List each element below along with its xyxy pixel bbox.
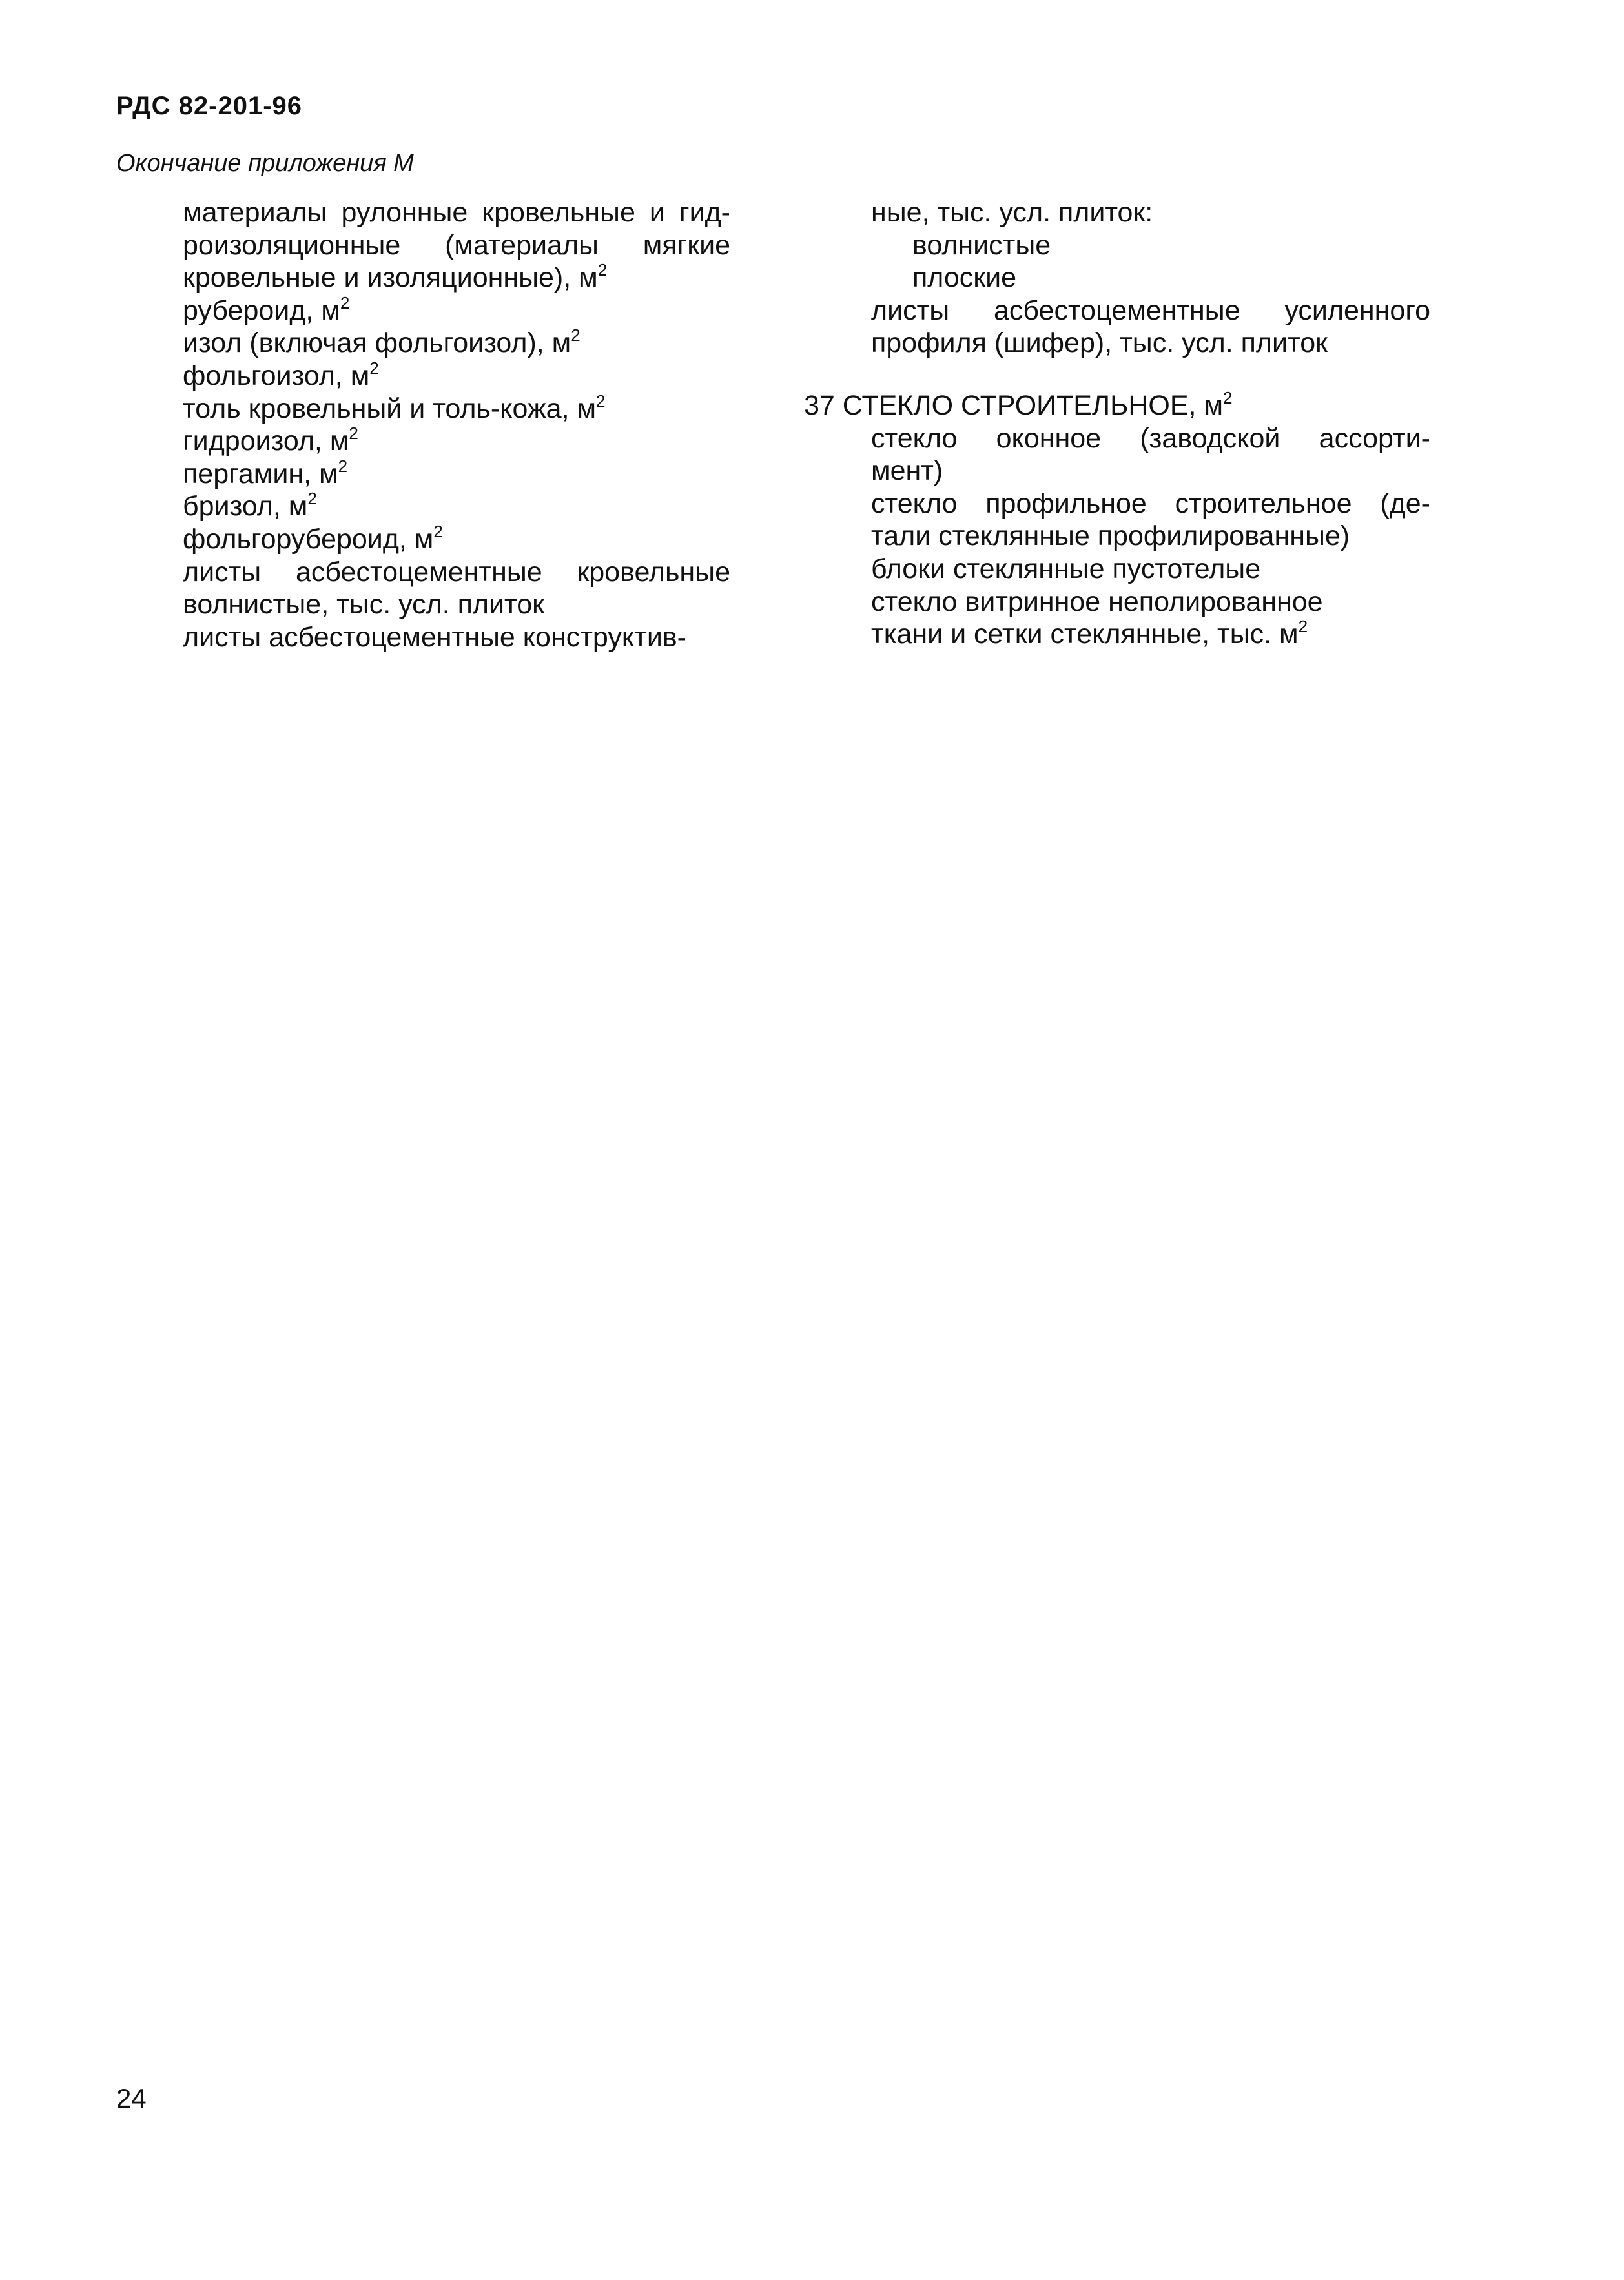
text-line: изол (включая фольгоизол), $м^2$ xyxy=(183,325,581,359)
text-line: волнистые, тыс. усл. плиток xyxy=(183,589,544,621)
text-line: тали стеклянные профилированные) xyxy=(871,520,1350,552)
text-line: листы асбестоцементные кровельные xyxy=(183,556,730,588)
text-line: листы асбестоцементные конструктив- xyxy=(183,621,687,653)
text-line: толь кровельный и толь-кожа, $м^2$ xyxy=(183,391,606,424)
right-column xyxy=(804,196,1430,651)
section-heading: 37 СТЕКЛО СТРОИТЕЛЬНОЕ, $м^2$ xyxy=(804,387,1233,421)
text-line: мент) xyxy=(871,455,943,487)
text-line: листы асбестоцементные усиленного xyxy=(871,294,1430,326)
text-line: плоские xyxy=(912,262,1017,294)
appendix-caption: Окончание приложения М xyxy=(116,150,414,177)
text-line: материалы рулонные кровельные и гид- xyxy=(183,197,730,228)
text-line: фольгорубероид, $м^2$ xyxy=(183,521,443,555)
text-line: рубероид, $м^2$ xyxy=(183,293,350,326)
text-line: пергамин, $м^2$ xyxy=(183,456,348,489)
document-code: РДС 82-201-96 xyxy=(116,92,303,120)
left-column xyxy=(183,196,730,653)
text-line: стекло оконное (заводской ассорти- xyxy=(871,422,1430,454)
section-gap xyxy=(804,360,1430,389)
text-line: бризол, $м^2$ xyxy=(183,489,317,522)
text-line: фольгоизол, $м^2$ xyxy=(183,358,379,391)
text-line: профиля (шифер), тыс. усл. плиток xyxy=(871,327,1328,359)
text-line: ткани и сетки стеклянные, тыс. $м^2$ xyxy=(871,617,1308,650)
text-line: стекло профильное строительное (де- xyxy=(871,488,1430,519)
text-line: кровельные и изоляционные), $м^2$ xyxy=(183,260,608,294)
text-line: волнистые xyxy=(912,229,1051,261)
text-line: роизоляционные (материалы мягкие xyxy=(183,229,730,261)
text-line: ные, тыс. усл. плиток: xyxy=(871,197,1153,228)
text-line: стекло витринное неполированное xyxy=(871,586,1323,617)
text-line: гидроизол, $м^2$ xyxy=(183,424,358,457)
text-line: блоки стеклянные пустотелые xyxy=(871,553,1261,584)
page-number: 24 xyxy=(116,2083,147,2113)
